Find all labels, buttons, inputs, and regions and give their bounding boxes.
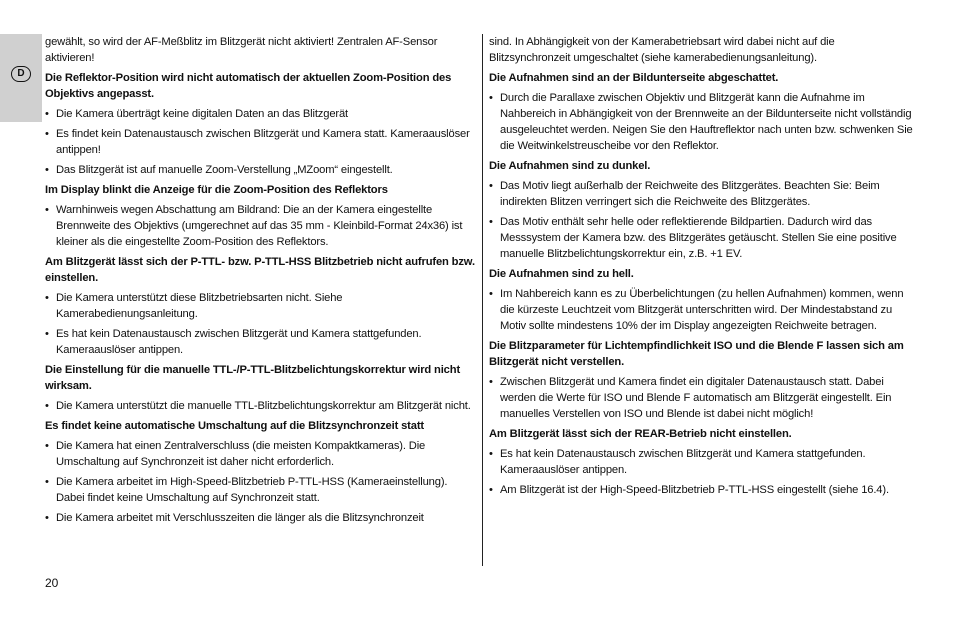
list-item: • Am Blitzgerät ist der High-Speed-Blitzbetrieb P-TTL-HSS eingestellt (siehe 16.4). (489, 482, 917, 498)
list-item: • Das Motiv liegt außerhalb der Reichweite des Blitzgerätes. Beachten Sie: Beim indirekten Blitzen verringert sich die Reichweite des Blitzgerätes. (489, 178, 917, 210)
heading-sync-time: Es findet keine automatische Umschaltung auf die Blitzsynchronzeit statt (45, 420, 424, 432)
heading-iso-aperture: Die Blitzparameter für Lichtempfindlichkeit ISO und die Blende F lassen sich am Blitzgerät nicht verstellen. (489, 340, 904, 368)
heading-too-bright: Die Aufnahmen sind zu hell. (489, 268, 634, 280)
list-item: • Die Kamera arbeitet im High-Speed-Blitzbetrieb P-TTL-HSS (Kameraeinstellung). Dabei findet keine Umschaltung auf Synchronzeit statt. (45, 474, 477, 506)
left-intro-paragraph: gewählt, so wird der AF-Meßblitz im Blitzgerät nicht aktiviert! Zentralen AF-Sensor aktivieren! (45, 36, 438, 64)
language-badge: D (11, 66, 31, 82)
list-item: • Zwischen Blitzgerät und Kamera findet ein digitaler Datenaustausch statt. Dabei werden die Werte für ISO und Blende F automatisch am Blitzgerät eingestellt. Ein manuelles Verstellen von ISO und Blende ist dabei nicht möglich! (489, 374, 917, 422)
right-intro-paragraph: sind. In Abhängigkeit von der Kamerabetriebsart wird dabei nicht auf die Blitzsynchronzeit umgeschaltet (siehe kamerabedienungsanleitung). (489, 36, 835, 64)
heading-rear-mode: Am Blitzgerät lässt sich der REAR-Betrieb nicht einstellen. (489, 428, 792, 440)
list-item: • Durch die Parallaxe zwischen Objektiv und Blitzgerät kann die Aufnahme im Nahbereich in Abhängigkeit von der Brennweite an der Bildunterseite nicht vollständig ausgeleuchtet werden. Neigen Sie den Hauftreflektor nach unten bzw. schwenken Sie die Weitwinkelstreuscheibe vor den Reflektor. (489, 90, 917, 154)
list-item: • Die Kamera überträgt keine digitalen Daten an das Blitzgerät (45, 106, 477, 122)
list-item: • Die Kamera arbeitet mit Verschlusszeiten die länger als die Blitzsynchronzeit (45, 510, 477, 526)
list-item: • Es hat kein Datenaustausch zwischen Blitzgerät und Kamera stattgefunden. Kameraauslöser antippen. (45, 326, 477, 358)
right-column (489, 34, 917, 502)
list-item: • Warnhinweis wegen Abschattung am Bildrand: Die an der Kamera eingestellte Brennweite des Objektivs (umgerechnet auf das 35 mm - Kleinbild-Format 24x36) ist kleiner als die eingestellte Zoom-Position des Reflektors. (45, 202, 477, 250)
list-item: • Die Kamera hat einen Zentralverschluss (die meisten Kompaktkameras). Die Umschaltung auf Synchronzeit ist daher nicht erforderlich. (45, 438, 477, 470)
list-item: • Das Motiv enthält sehr helle oder reflektierende Bildpartien. Dadurch wird das Messsystem der Kamera bzw. des Blitzgerätes getäuscht. Stellen Sie eine positive manuelle Blitzbelichtungskorrektur ein, z.B. +1 EV. (489, 214, 917, 262)
heading-reflector-position: Die Reflektor-Position wird nicht automatisch der aktuellen Zoom-Position des Objektivs angepasst. (45, 72, 452, 100)
heading-exposure-correction: Die Einstellung für die manuelle TTL-/P-TTL-Blitzbelichtungskorrektur wird nicht wirksam. (45, 364, 461, 392)
list-item: • Das Blitzgerät ist auf manuelle Zoom-Verstellung „MZoom“ eingestellt. (45, 162, 477, 178)
column-divider (482, 34, 483, 566)
list-item: • Es hat kein Datenaustausch zwischen Blitzgerät und Kamera stattgefunden. Kameraauslöser antippen. (489, 446, 917, 478)
heading-too-dark: Die Aufnahmen sind zu dunkel. (489, 160, 651, 172)
list-item: • Es findet kein Datenaustausch zwischen Blitzgerät und Kamera statt. Kameraauslöser antippen! (45, 126, 477, 158)
list-item: • Die Kamera unterstützt die manuelle TTL-Blitzbelichtungskorrektur am Blitzgerät nicht. (45, 398, 477, 414)
list-item: • Die Kamera unterstützt diese Blitzbetriebsarten nicht. Siehe Kamerabedienungsanleitung. (45, 290, 477, 322)
heading-pttl-not-available: Am Blitzgerät lässt sich der P-TTL- bzw. P-TTL-HSS Blitzbetrieb nicht aufrufen bzw. einstellen. (45, 256, 475, 284)
heading-shadowed-bottom: Die Aufnahmen sind an der Bildunterseite abgeschattet. (489, 72, 779, 84)
left-column (45, 34, 477, 530)
list-item: • Im Nahbereich kann es zu Überbelichtungen (zu hellen Aufnahmen) kommen, wenn die kürzeste Leuchtzeit vom Blitzgerät unterschritten wird. Der Mindestabstand zu Motiv sollte mindestens 10% der im Display angezeigten Reichweite betragen. (489, 286, 917, 334)
page-number: 20 (45, 576, 59, 590)
heading-zoom-display-blinks: Im Display blinkt die Anzeige für die Zoom-Position des Reflektors (45, 184, 388, 196)
